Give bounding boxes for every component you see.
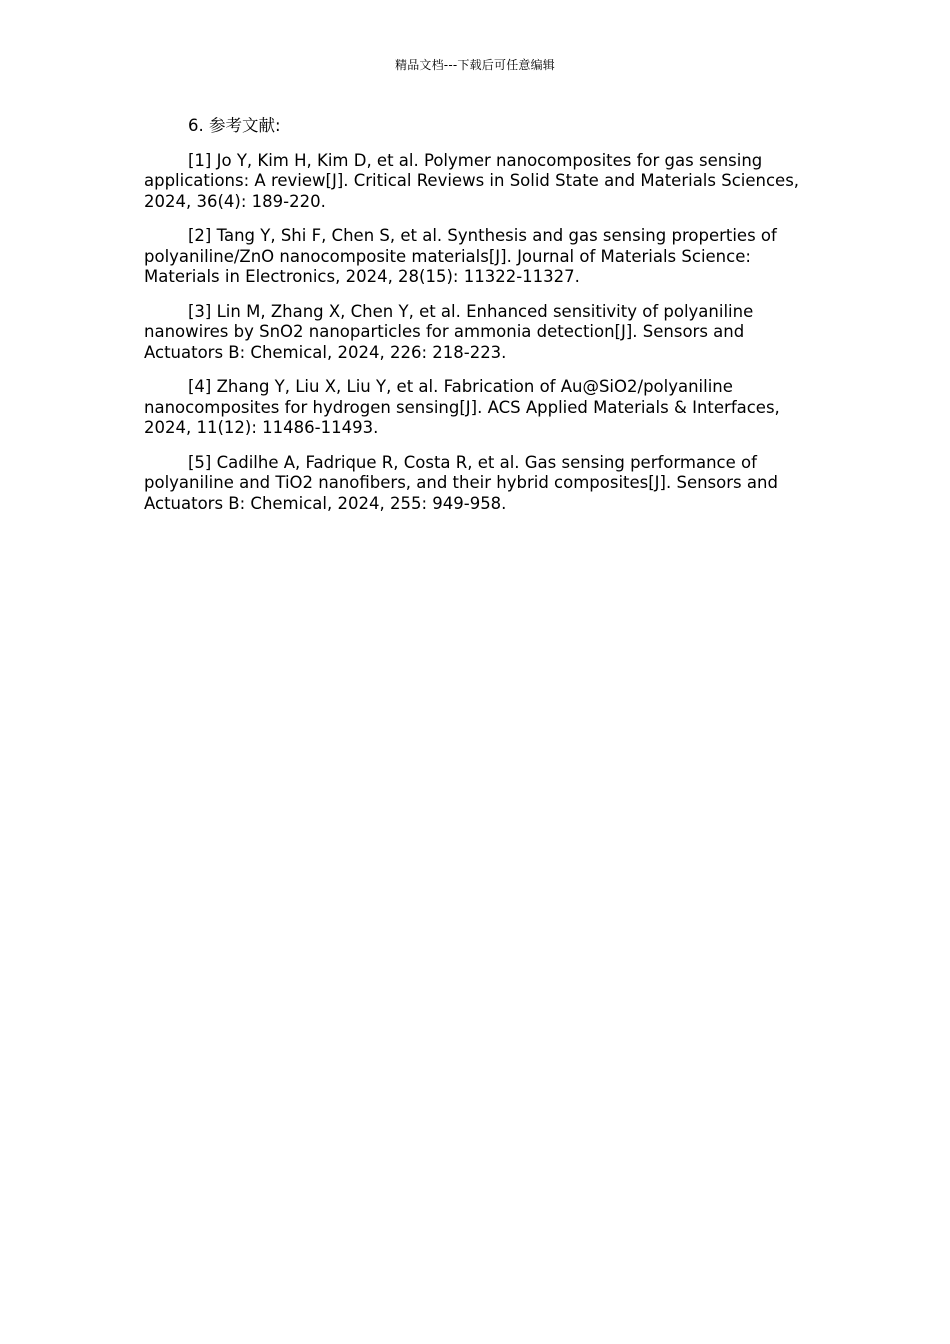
references-section (144, 116, 806, 528)
section-title: 6. 参考文献: (188, 116, 281, 135)
reference-item: [3] Lin M, Zhang X, Chen Y, et al. Enhanced sensitivity of polyaniline nanowires by SnO2 nanoparticles for ammonia detection[J]. Sensors and Actuators B: Chemical, 2024, 226: 218-223. (144, 301, 754, 362)
reference-item: [4] Zhang Y, Liu X, Liu Y, et al. Fabrication of Au@SiO2/polyaniline nanocomposites for hydrogen sensing[J]. ACS Applied Materials & Interfaces, 2024, 11(12): 11486-11493. (144, 377, 780, 437)
reference-item: [2] Tang Y, Shi F, Chen S, et al. Synthesis and gas sensing properties of polyaniline/ZnO nanocomposite materials[J]. Journal of Materials Science: Materials in Electronics, 2024, 28(15): 11322-11327. (144, 226, 777, 286)
page-header: 精品文档---下载后可任意编辑 (395, 58, 555, 72)
reference-item: [1] Jo Y, Kim H, Kim D, et al. Polymer nanocomposites for gas sensing applications: A review[J]. Critical Reviews in Solid State and Materials Sciences, 2024, 36(4): 189-220. (144, 150, 800, 211)
reference-item: [5] Cadilhe A, Fadrique R, Costa R, et al. Gas sensing performance of polyaniline and TiO2 nanofibers, and their hybrid composites[J]. Sensors and Actuators B: Chemical, 2024, 255: 949-958. (144, 452, 778, 513)
